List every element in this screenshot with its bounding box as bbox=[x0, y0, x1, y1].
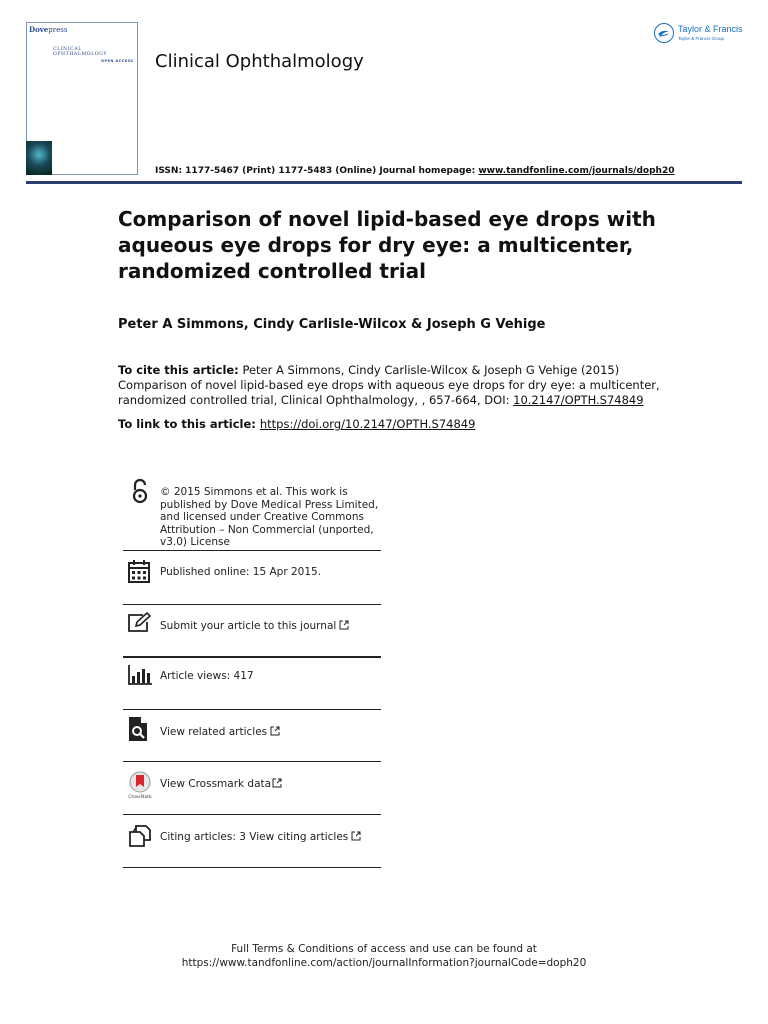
edit-icon bbox=[127, 612, 153, 638]
footer-line-1: Full Terms & Conditions of access and use can be found at bbox=[231, 943, 537, 955]
external-link-icon bbox=[272, 778, 282, 788]
published-text: Published online: 15 Apr 2015. bbox=[160, 566, 322, 578]
calendar-icon bbox=[127, 558, 153, 584]
row-divider bbox=[123, 709, 381, 710]
crossmark-icon bbox=[127, 770, 153, 799]
citing-articles-icon bbox=[127, 824, 153, 850]
doi-link[interactable]: 10.2147/OPTH.S74849 bbox=[513, 393, 644, 407]
crossmark-badge-text: CrossMark bbox=[128, 794, 152, 799]
external-link-icon bbox=[351, 831, 361, 841]
license-text: © 2015 Simmons et al. This work is published by Dove Medical Press Limited, and licensed under Creative Commons Attribution – Non Commercial (unported, v3.0) License bbox=[160, 486, 379, 548]
crossmark-label: View Crossmark data bbox=[160, 778, 272, 790]
related-label: View related articles bbox=[160, 726, 268, 738]
row-divider bbox=[123, 656, 381, 658]
taylor-francis-logo[interactable] bbox=[654, 23, 754, 47]
issn-text: ISSN: 1177-5467 (Print) 1177-5483 (Online) Journal homepage: bbox=[155, 166, 479, 176]
article-title: Comparison of novel lipid-based eye drops with aqueous eye drops for dry eye: a multicenter, randomized controlled trial bbox=[118, 207, 656, 283]
row-divider bbox=[123, 761, 381, 762]
tf-logo-name: Taylor & Francis bbox=[678, 24, 743, 34]
submit-label: Submit your article to this journal bbox=[160, 620, 337, 632]
row-divider bbox=[123, 814, 381, 815]
article-doi-url[interactable]: https://doi.org/10.2147/OPTH.S74849 bbox=[259, 417, 476, 431]
journal-cover bbox=[26, 22, 138, 175]
row-divider bbox=[123, 550, 381, 551]
header-divider bbox=[26, 181, 742, 184]
external-link-icon bbox=[339, 620, 349, 630]
journal-homepage-link[interactable]: www.tandfonline.com/journals/doph20 bbox=[478, 166, 675, 176]
citing-text[interactable] bbox=[160, 831, 380, 844]
crossmark-text[interactable] bbox=[160, 778, 380, 791]
footer bbox=[0, 942, 768, 970]
row-divider bbox=[123, 867, 381, 868]
cover-image bbox=[26, 141, 52, 175]
citation-block bbox=[118, 363, 678, 408]
related-articles-icon bbox=[127, 716, 153, 742]
tf-logo-icon bbox=[654, 23, 674, 43]
article-authors: Peter A Simmons, Cindy Carlisle-Wilcox & Joseph G Vehige bbox=[118, 317, 546, 332]
tf-logo-sub: Taylor & Francis Group bbox=[678, 36, 725, 41]
external-link-icon bbox=[270, 726, 280, 736]
cite-label: To cite this article: bbox=[118, 363, 239, 377]
submit-text[interactable] bbox=[160, 620, 380, 633]
link-line bbox=[118, 417, 475, 431]
cover-brand: Dovepress bbox=[29, 25, 68, 34]
related-text[interactable] bbox=[160, 726, 380, 739]
open-access-icon bbox=[127, 478, 153, 504]
link-label: To link to this article: bbox=[118, 417, 260, 431]
cite-text: Peter A Simmons, Cindy Carlisle-Wilcox & Joseph G Vehige (2015) Comparison of novel lipid-based eye drops with aqueous eye drops for dry eye: a multicenter, randomized controlled trial, Clinical Ophthalmology, , 657-664, DOI: bbox=[118, 363, 660, 407]
footer-terms-url[interactable]: https://www.tandfonline.com/action/journalInformation?journalCode=doph20 bbox=[181, 957, 587, 969]
citing-label: Citing articles: 3 View citing articles bbox=[160, 831, 349, 843]
row-divider bbox=[123, 604, 381, 605]
cover-open-access: OPEN ACCESS bbox=[101, 59, 134, 63]
issn-line bbox=[155, 166, 674, 176]
bar-chart-icon bbox=[127, 664, 153, 690]
views-text: Article views: 417 bbox=[160, 670, 254, 682]
cover-journal-title: CLINICAL OPHTHALMOLOGY bbox=[53, 47, 108, 57]
journal-name: Clinical Ophthalmology bbox=[155, 51, 364, 72]
